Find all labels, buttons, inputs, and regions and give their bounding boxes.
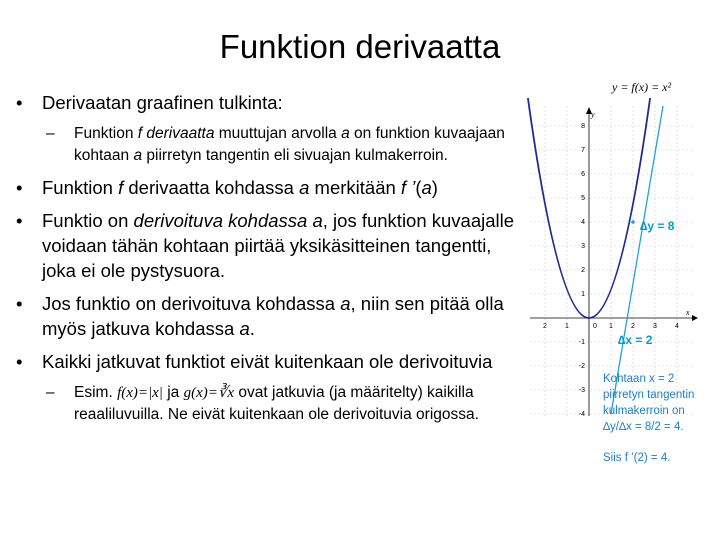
x-tick-label: 1 — [565, 323, 569, 330]
y-tick-label: -1 — [578, 339, 585, 346]
y-tick-label: 1 — [581, 291, 585, 298]
y-tick-label: 3 — [581, 243, 585, 250]
y-tick-label: 2 — [581, 267, 585, 274]
derivative-result: Siis f ’(2) = 4. — [603, 452, 671, 464]
sub-bullet-tangent: – Funktion f derivaatta muuttujan arvolla a on funktion kuvaajaan kohtaan a piirretyn tangentin eli sivuajan kulmakerroin. — [46, 125, 505, 164]
y-tick-label: 8 — [581, 123, 585, 130]
bullet-list — [16, 90, 516, 434]
tangent-note: Kohtaan x = 2 piirretyn tangentin kulmakerroin on ∆y/∆x = 8/2 = 4. — [603, 373, 695, 433]
x-tick-label: 3 — [653, 323, 657, 330]
x-tick-label: 2 — [543, 323, 547, 330]
x-tick-label: 2 — [631, 323, 635, 330]
bullet-dot-icon: • — [16, 210, 23, 231]
grid-lines — [530, 106, 695, 416]
equation-label: y = f(x) = x² — [612, 80, 672, 94]
x-axis-arrow-icon — [692, 315, 698, 321]
bullet-differentiable: • Funktio on derivoituva kohdassa a, jos funktion kuvaajalle voidaan tähän kohtaan piirtää yksikäsitteinen tangentti, joka ei ole pystysuora. — [16, 210, 515, 281]
delta-x-label: ∆x = 2 — [618, 333, 653, 347]
dash-icon: – — [46, 384, 55, 401]
abs-function-formula: f(x)=|x| — [117, 385, 163, 401]
y-tick-label: -3 — [578, 387, 585, 394]
bullet-dot-icon: • — [16, 293, 23, 314]
y-tick-label: -2 — [578, 363, 585, 370]
bullet-graphical: • Derivaatan graafinen tulkinta: — [16, 92, 283, 113]
y-tick-label: 5 — [581, 195, 585, 202]
tangent-point — [631, 220, 635, 224]
slide-title: Funktion derivaatta — [219, 28, 501, 65]
y-tick-labels — [579, 123, 585, 416]
x-axis-label: x — [686, 308, 690, 317]
sub-bullet-example: – Esim. f(x)=|x| ja g(x)=∛x ovat jatkuvia (ja määritelty) kaikilla reaaliluvuilla. Ne eivät kuitenkaan ole derivoituvia origossa. — [46, 384, 479, 423]
bullet-notation: • Funktion f derivaatta kohdassa a merkitään f ’(a) — [16, 177, 438, 198]
bullet-dot-icon: • — [16, 92, 23, 113]
x-tick-label: 4 — [675, 323, 679, 330]
y-tick-label: -4 — [578, 411, 585, 416]
x-tick-label: 0 — [593, 323, 597, 330]
y-tick-label: 4 — [581, 219, 585, 226]
bullet-continuity: • Jos funktio on derivoituva kohdassa a, niin sen pitää olla myös jatkuva kohdassa a. — [16, 293, 504, 339]
y-axis-label: y — [591, 110, 595, 119]
parabola-graph — [520, 76, 720, 416]
x-tick-labels — [543, 323, 679, 330]
cube-root-formula: g(x)=∛x — [183, 385, 235, 401]
bullet-counterexample: • Kaikki jatkuvat funktiot eivät kuitenkaan ole derivoituvia — [16, 351, 493, 372]
x-tick-label: 1 — [609, 323, 613, 330]
y-tick-label: 7 — [581, 147, 585, 154]
y-tick-label: 6 — [581, 171, 585, 178]
bullet-dot-icon: • — [16, 177, 23, 198]
dash-icon: – — [46, 125, 55, 142]
bullet-dot-icon: • — [16, 351, 23, 372]
delta-y-label: ∆y = 8 — [640, 219, 675, 233]
